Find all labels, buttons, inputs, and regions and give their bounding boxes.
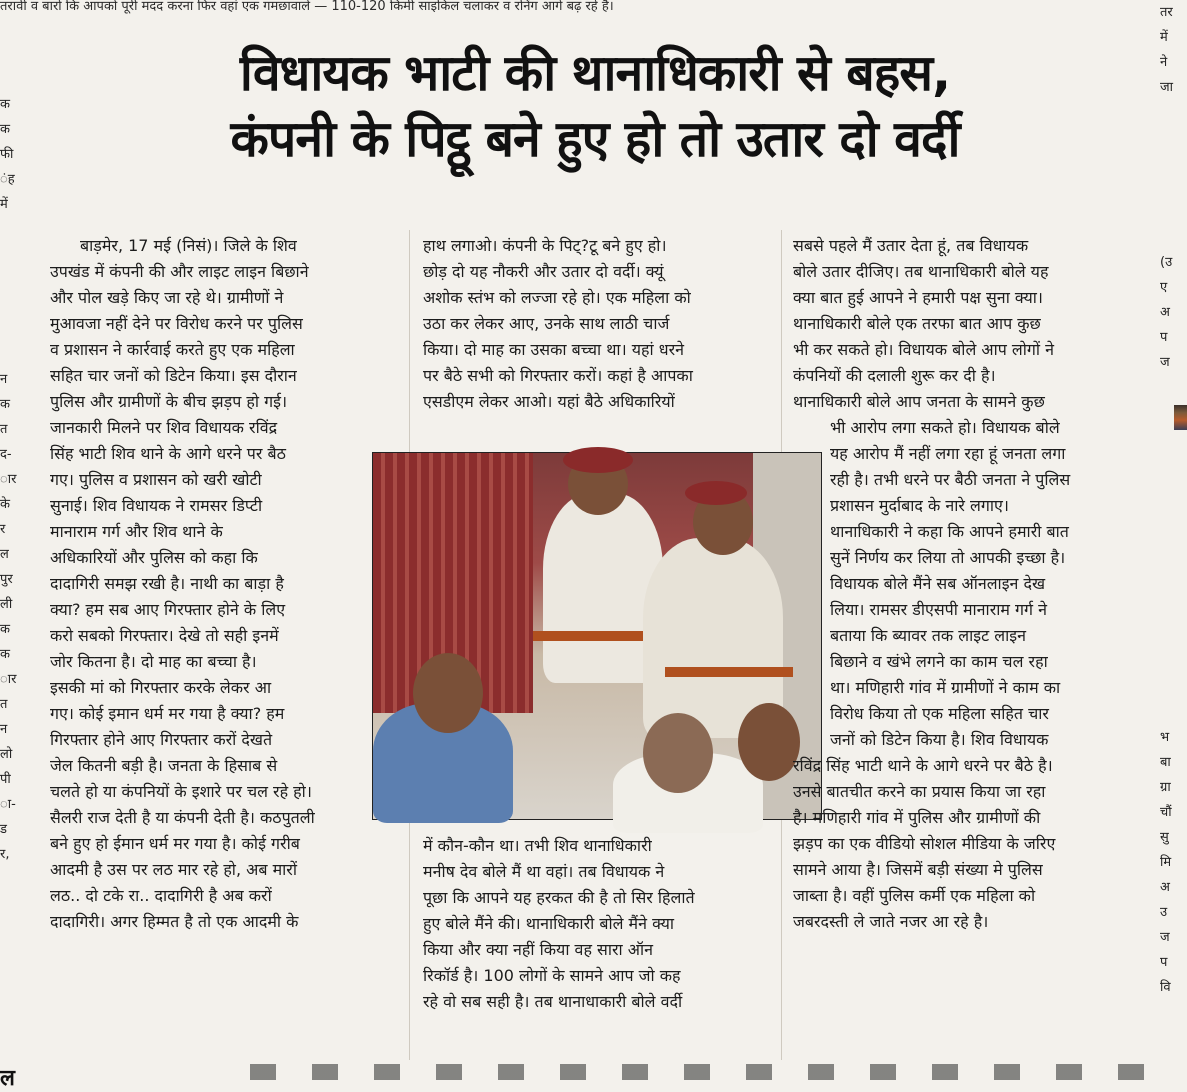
edge-fragment: त — [0, 422, 8, 437]
next-headline-fragment — [250, 1064, 1150, 1080]
article-line: गए। पुलिस व प्रशासन को खरी खोटी — [50, 470, 262, 489]
article-column-1 — [50, 233, 398, 935]
article-line: मनीष देव बोले मैं था वहां। तब विधायक ने — [423, 862, 665, 881]
article-line: थानाधिकारी बोले आप जनता के सामने कुछ — [793, 392, 1045, 411]
edge-fragment: न — [0, 722, 8, 737]
edge-fragment: अ — [1160, 305, 1170, 320]
article-line: रिकॉर्ड है। 100 लोगों के सामने आप जो कह — [423, 966, 681, 985]
edge-fragment: क — [0, 122, 10, 137]
edge-fragment: ंह — [0, 172, 15, 187]
article-line: रहे वो सब सही है। तब थानाधाकारी बोले वर्दी — [423, 992, 683, 1011]
edge-fragment — [1160, 200, 1187, 225]
edge-fragment: न — [0, 372, 8, 387]
edge-fragment: में — [0, 197, 8, 212]
article-line: और पोल खड़े किए जा रहे थे। ग्रामीणों ने — [50, 288, 284, 307]
edge-fragment — [1160, 175, 1187, 200]
edge-fragment: चौं — [1160, 805, 1172, 820]
article-line: उनसे बातचीत करने का प्रयास किया जा रहा — [793, 782, 1046, 801]
left-column-fragments — [0, 92, 22, 867]
article-line: करो सबको गिरफ्तार। देखे तो सही इनमें — [50, 626, 279, 645]
edge-fragment: लो — [0, 747, 13, 762]
news-photo — [372, 452, 822, 820]
article-line: जनों को डिटेन किया है। शिव विधायक — [830, 730, 1049, 749]
edge-fragment — [0, 267, 22, 292]
article-line: बाड़मेर, 17 मई (निसं)। जिले के शिव — [80, 236, 297, 255]
photo-man-head — [738, 703, 800, 781]
right-edge-photo — [1174, 405, 1187, 430]
article-line: था। मणिहारी गांव में ग्रामीणों ने काम का — [830, 678, 1061, 697]
edge-fragment: ग्रा — [1160, 780, 1171, 795]
edge-fragment: पी — [0, 772, 11, 787]
edge-fragment — [1160, 575, 1187, 600]
edge-fragment: के — [0, 497, 10, 512]
article-line: गिरफ्तार होने आए गिरफ्तार करों देखते — [50, 730, 273, 749]
article-line: दादागिरी। अगर हिम्मत है तो एक आदमी के — [50, 912, 299, 931]
edge-fragment — [0, 317, 22, 342]
edge-fragment: सु — [1160, 830, 1169, 845]
article-line: हुए बोले मैंने की। थानाधिकारी बोले मैंने क्या — [423, 914, 675, 933]
edge-fragment: ए — [1160, 280, 1168, 295]
edge-fragment: अ — [1160, 880, 1170, 895]
edge-fragment — [0, 342, 22, 367]
article-line: बने हुए हो ईमान धर्म मर गया है। कोई गरीब — [50, 834, 300, 853]
article-line: सहित चार जनों को डिटेन किया। इस दौरान — [50, 366, 297, 385]
edge-fragment — [1160, 100, 1187, 125]
edge-fragment: क — [0, 622, 10, 637]
photo-beret — [563, 447, 633, 473]
article-line: जोर कितना है। दो माह का बच्चा है। — [50, 652, 257, 671]
edge-fragment: जा — [1160, 80, 1174, 95]
edge-fragment — [1160, 450, 1187, 475]
article-line: बताया कि ब्यावर तक लाइट लाइन — [830, 626, 1026, 645]
edge-fragment: उ — [1160, 905, 1168, 920]
article-line: क्या? हम सब आए गिरफ्तार होने के लिए — [50, 600, 286, 619]
photo-man-head — [413, 653, 483, 733]
article-line: किया। दो माह का उसका बच्चा था। यहां धरने — [423, 340, 684, 359]
edge-fragment — [1160, 500, 1187, 525]
edge-fragment: मि — [1160, 855, 1172, 870]
article-line: विरोध किया तो एक महिला सहित चार — [830, 704, 1049, 723]
edge-fragment — [0, 217, 22, 242]
article-line: में कौन-कौन था। तभी शिव थानाधिकारी — [423, 836, 652, 855]
article-line: है। मणिहारी गांव में पुलिस और ग्रामीणों की — [793, 808, 1041, 827]
edge-fragment — [1160, 700, 1187, 725]
edge-fragment: फी — [0, 147, 14, 162]
article-line: सुनाई। शिव विधायक ने रामसर डिप्टी — [50, 496, 263, 515]
article-line: भी आरोप लगा सकते हो। विधायक बोले — [830, 418, 1060, 437]
article-line: लिया। रामसर डीएसपी मानाराम गर्ग ने — [830, 600, 1048, 619]
article-line: किया और क्या नहीं किया वह सारा ऑन — [423, 940, 654, 959]
photo-beret — [685, 481, 747, 505]
article-line: जेल कितनी बड़ी है। जनता के हिसाब से — [50, 756, 278, 775]
article-line: दादागिरी समझ रखी है। नाथी का बाड़ा है — [50, 574, 284, 593]
edge-fragment — [0, 292, 22, 317]
edge-fragment: ल — [0, 547, 9, 562]
top-strip-text: तरावी व बारो कि आपको पूरी मदद करना फिर वहां एक गमछावाले — 110-120 किमी साइकिल चलाकर व रनिंग आगे बढ़ रहे हैं। — [0, 0, 614, 14]
article-line: झड़प का एक वीडियो सोशल मीडिया के जरिए — [793, 834, 1056, 853]
article-line: सबसे पहले मैं उतार देता हूं, तब विधायक — [793, 236, 1029, 255]
edge-fragment — [1160, 650, 1187, 675]
edge-fragment: ार — [0, 472, 17, 487]
article-line: बिछाने व खंभे लगने का काम चल रहा — [830, 652, 1048, 671]
edge-fragment: ली — [0, 597, 13, 612]
article-line: कंपनियों की दलाली शुरू कर दी है। — [793, 366, 996, 385]
article-line: पर बैठे सभी को गिरफ्तार करों। कहां है आपका — [423, 366, 693, 385]
article-line: सिंह भाटी शिव थाने के आगे धरने पर बैठ — [50, 444, 286, 463]
article-line: क्या बात हुई आपने ने हमारी पक्ष सुना क्या। — [793, 288, 1043, 307]
article-line: जाब्ता है। वहीं पुलिस कर्मी एक महिला को — [793, 886, 1036, 905]
edge-fragment: ज — [1160, 355, 1170, 370]
edge-fragment: र, — [0, 847, 10, 862]
edge-fragment — [1160, 125, 1187, 150]
article-line: बोले उतार दीजिए। तब थानाधिकारी बोले यह — [793, 262, 1049, 281]
edge-fragment: भ — [1160, 730, 1170, 745]
edge-fragment: प — [1160, 955, 1168, 970]
edge-fragment: ज — [1160, 930, 1170, 945]
edge-fragment: द- — [0, 447, 12, 462]
article-column-3 — [793, 233, 1140, 935]
headline-line-1: विधायक भाटी की थानाधिकारी से बहस, — [239, 44, 951, 102]
article-line: व प्रशासन ने कार्रवाई करते हुए एक महिला — [50, 340, 295, 359]
edge-fragment: वि — [1160, 980, 1171, 995]
article-line: अधिकारियों और पुलिस को कहा कि — [50, 548, 258, 567]
bottom-fragment: ल — [0, 1066, 15, 1091]
edge-fragment: प — [1160, 330, 1168, 345]
edge-fragment: क — [0, 97, 10, 112]
edge-fragment — [1160, 600, 1187, 625]
article-line: उपखंड में कंपनी की और लाइट लाइन बिछाने — [50, 262, 309, 281]
article-line: छोड़ दो यह नौकरी और उतार दो वर्दी। क्यूं — [423, 262, 664, 281]
edge-fragment — [1160, 150, 1187, 175]
photo-man-head — [643, 713, 713, 793]
article-line: सुनें निर्णय कर लिया तो आपकी इच्छा है। — [830, 548, 1066, 567]
edge-fragment: त — [0, 697, 8, 712]
article-line: विधायक बोले मैंने सब ऑनलाइन देख — [830, 574, 1046, 593]
edge-fragment: (उ — [1160, 255, 1173, 270]
edge-fragment: ड — [0, 822, 7, 837]
edge-fragment — [0, 242, 22, 267]
edge-fragment: पुर — [0, 572, 13, 587]
article-line: यह आरोप मैं नहीं लगा रहा हूं जनता लगा — [830, 444, 1066, 463]
headline — [30, 40, 1160, 172]
headline-line-2: कंपनी के पिट्ठू बने हुए हो तो उतार दो वर्दी — [230, 110, 960, 168]
edge-fragment: ार — [0, 672, 17, 687]
article-line: थानाधिकारी ने कहा कि आपने हमारी बात — [830, 522, 1069, 541]
edge-fragment — [1160, 550, 1187, 575]
article-line: इसकी मां को गिरफ्तार करके लेकर आ — [50, 678, 272, 697]
article-line: पूछा कि आपने यह हरकत की है तो सिर हिलाते — [423, 888, 695, 907]
article-line: गए। कोई इमान धर्म मर गया है क्या? हम — [50, 704, 285, 723]
article-line: लठ.. दो टके रा.. दादागिरी है अब करों — [50, 886, 272, 905]
edge-fragment — [1160, 475, 1187, 500]
article-column-2-top — [423, 233, 770, 415]
article-line: आदमी है उस पर लठ मार रहे हो, अब मारों — [50, 860, 297, 879]
article-line: अशोक स्तंभ को लज्जा रहे हो। एक महिला को — [423, 288, 691, 307]
edge-fragment — [1160, 675, 1187, 700]
edge-fragment: में — [1160, 30, 1168, 45]
edge-fragment — [1160, 625, 1187, 650]
edge-fragment: क — [0, 647, 10, 662]
article-line: एसडीएम लेकर आओ। यहां बैठे अधिकारियों — [423, 392, 675, 411]
photo-belt — [665, 667, 793, 677]
article-line: मानाराम गर्ग और शिव थाने के — [50, 522, 223, 541]
article-line: प्रशासन मुर्दाबाद के नारे लगाए। — [830, 496, 1009, 515]
article-line: जबरदस्ती ले जाते नजर आ रहे है। — [793, 912, 989, 931]
edge-fragment — [1160, 225, 1187, 250]
article-line: सैलरी राज देती है या कंपनी देती है। कठपुतली — [50, 808, 315, 827]
article-line: थानाधिकारी बोले एक तरफा बात आप कुछ — [793, 314, 1041, 333]
article-line: चलते हो या कंपनियों के इशारे पर चल रहे हो। — [50, 782, 312, 801]
edge-fragment — [1160, 375, 1187, 400]
article-line: उठा कर लेकर आए, उनके साथ लाठी चार्ज — [423, 314, 670, 333]
article-line: रविंद्र सिंह भाटी थाने के आगे धरने पर बैठे है। — [793, 756, 1053, 775]
article-line: मुआवजा नहीं देने पर विरोध करने पर पुलिस — [50, 314, 303, 333]
edge-fragment: तर — [1160, 5, 1173, 20]
edge-fragment: र — [0, 522, 6, 537]
article-line: पुलिस और ग्रामीणों के बीच झड़प हो गई। — [50, 392, 288, 411]
edge-fragment: बा — [1160, 755, 1171, 770]
right-column-fragments — [1160, 0, 1187, 1080]
edge-fragment: ने — [1160, 55, 1168, 70]
article-line: भी कर सकते हो। विधायक बोले आप लोगों ने — [793, 340, 1055, 359]
edge-fragment — [1160, 525, 1187, 550]
article-line: हाथ लगाओ। कंपनी के पिट्?टू बने हुए हो। — [423, 236, 667, 255]
article-line: रही है। तभी धरने पर बैठी जनता ने पुलिस — [830, 470, 1071, 489]
article-line: जानकारी मिलने पर शिव विधायक रविंद्र — [50, 418, 278, 437]
article-column-2-bottom — [423, 833, 770, 1015]
edge-fragment: ा- — [0, 797, 16, 812]
bottom-strip — [0, 1054, 1187, 1091]
article-line: सामने आया है। जिसमें बड़ी संख्या मे पुलिस — [793, 860, 1043, 879]
edge-fragment: क — [0, 397, 10, 412]
